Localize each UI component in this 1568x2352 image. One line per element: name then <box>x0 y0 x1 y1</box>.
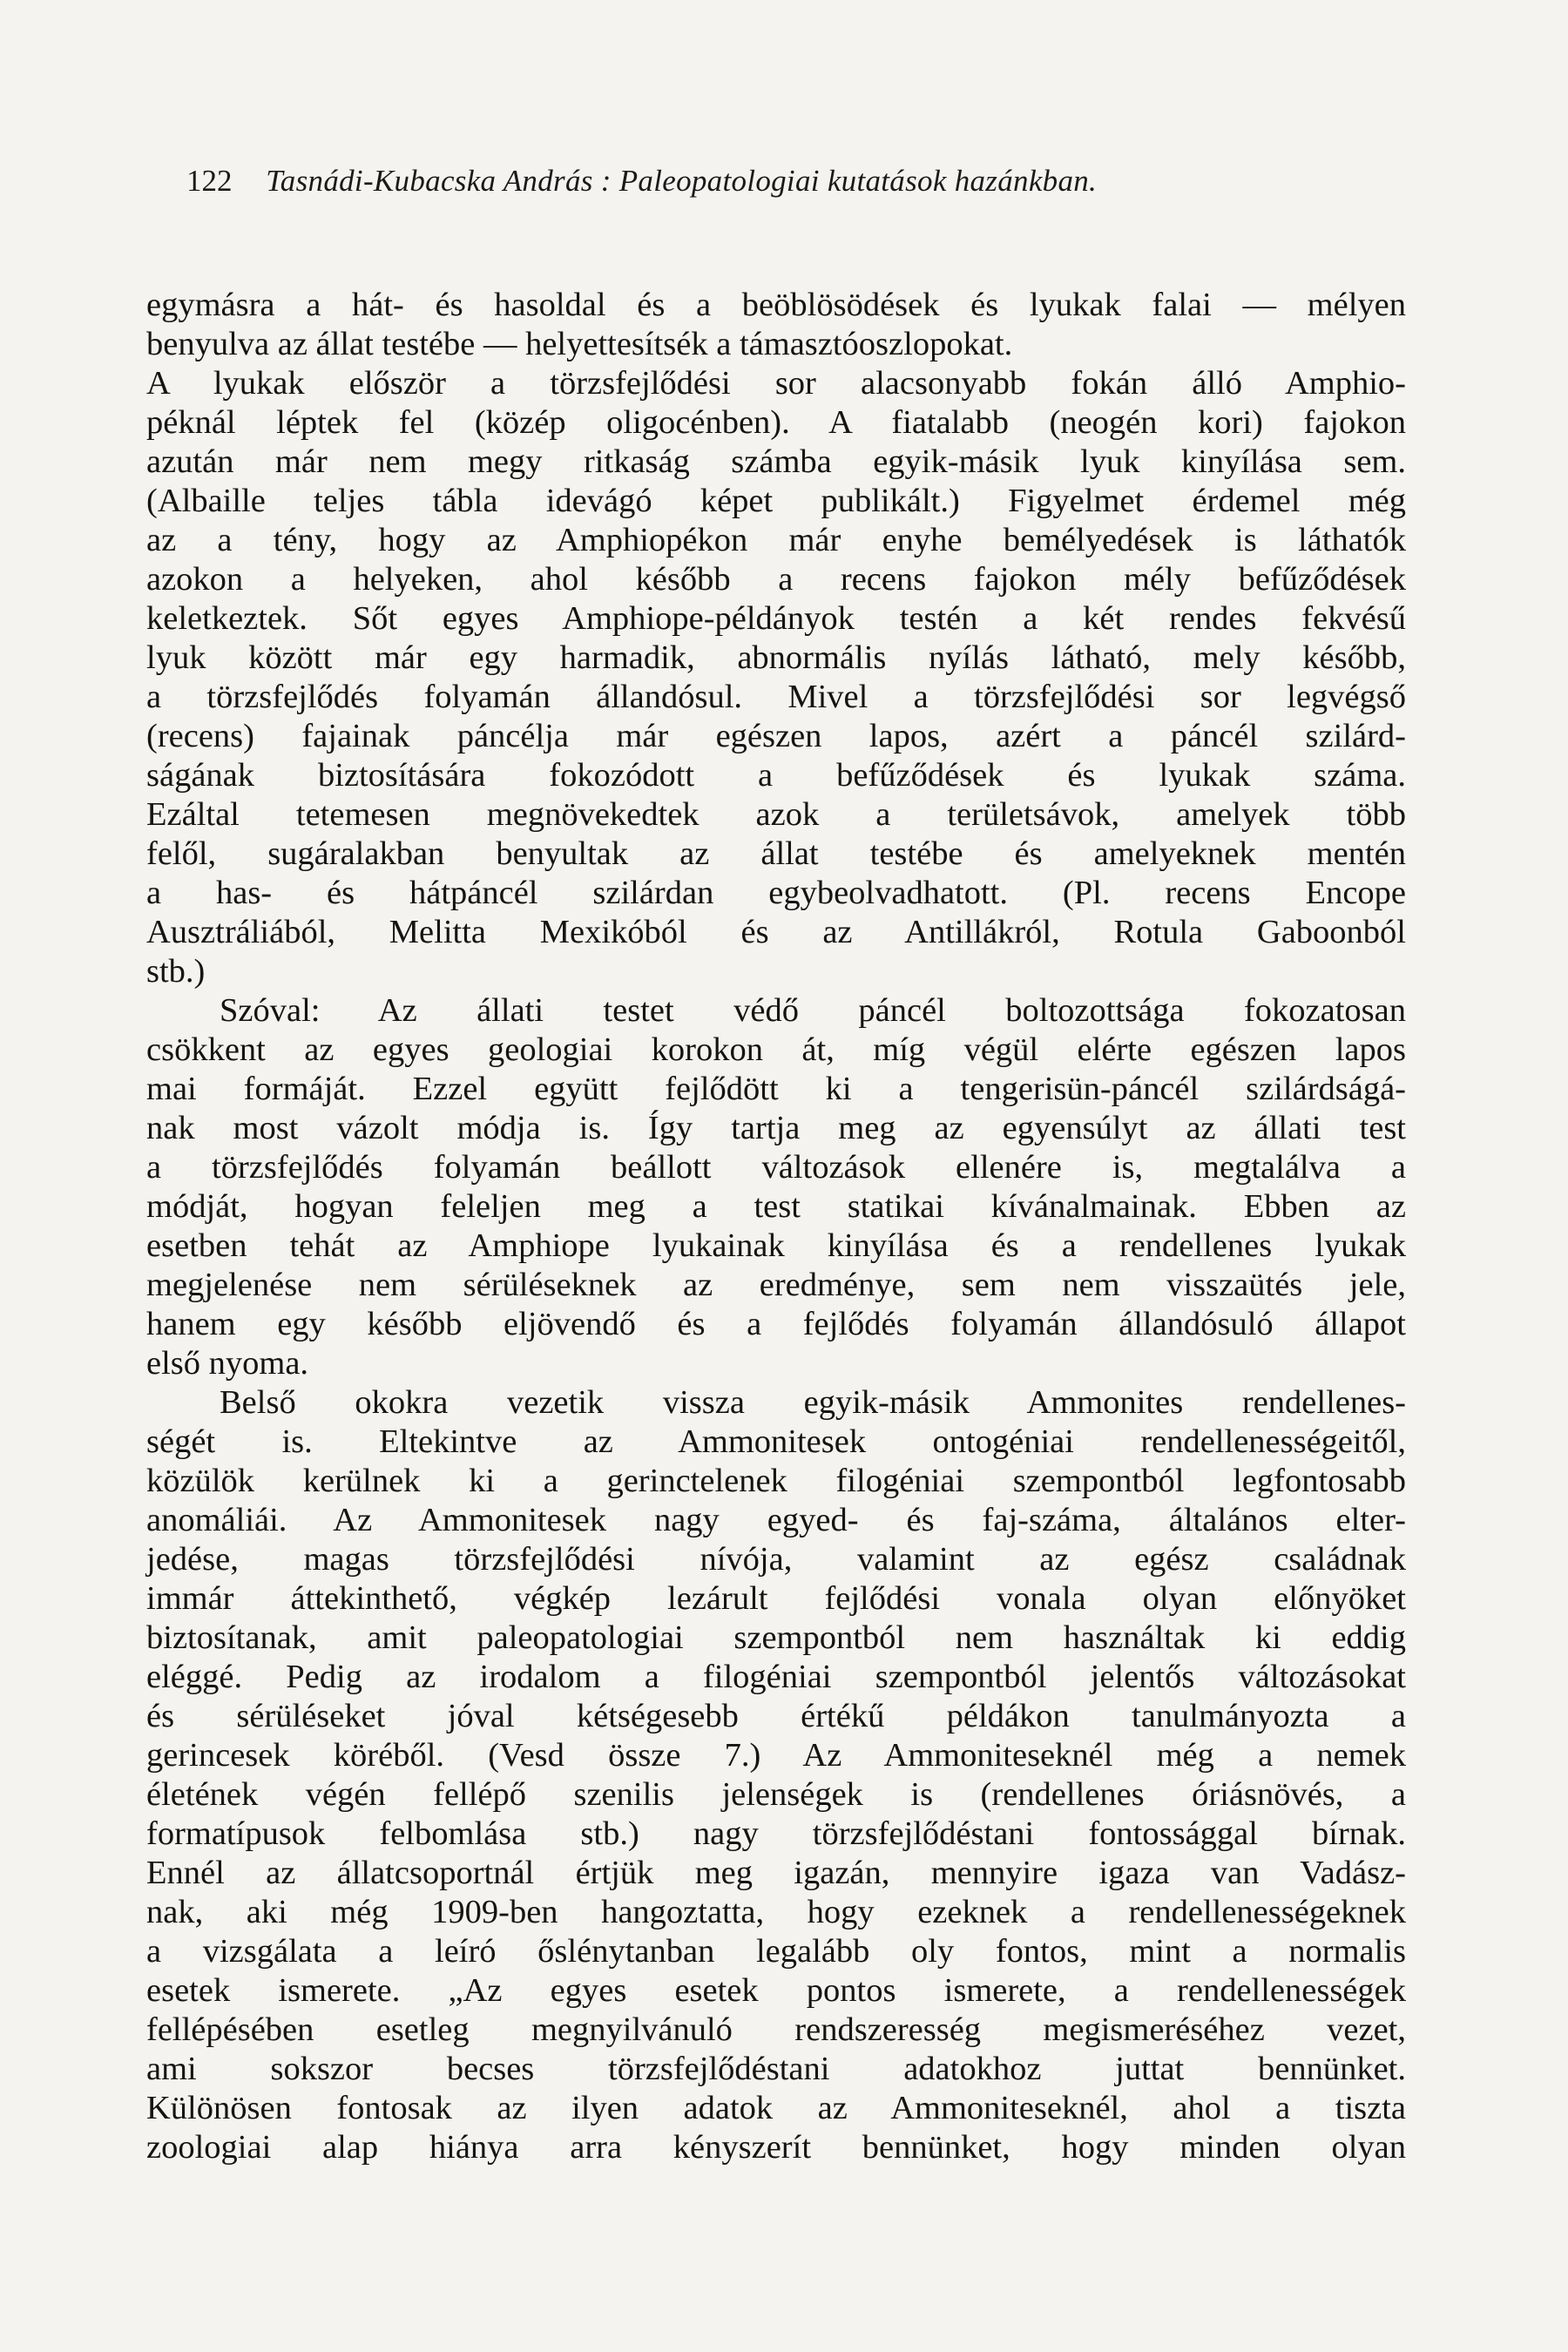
text-line: Ezáltal tetemesen megnövekedtek azok a területsávok, amelyek több <box>146 796 1406 833</box>
text-line: formatípusok felbomlása stb.) nagy törzsfejlődéstani fontossággal bírnak. <box>146 1815 1406 1852</box>
text-line: azokon a helyeken, ahol később a recens fajokon mély befűződések <box>146 561 1406 598</box>
text-line: A lyukak először a törzsfejlődési sor alacsonyabb fokán álló Amphio- <box>146 365 1406 402</box>
text-line: Ennél az állatcsoportnál értjük meg igazán, mennyire igaza van Vadász- <box>146 1855 1406 1891</box>
text-line: mai formáját. Ezzel együtt fejlődött ki a tengerisün-páncél szilárdságá- <box>146 1071 1406 1107</box>
text-line: életének végén fellépő szenilis jelenségek is (rendellenes óriásnövés, a <box>146 1776 1406 1813</box>
text-line: (recens) fajainak páncélja már egészen lapos, azért a páncél szilárd- <box>146 718 1406 754</box>
text-line: a has- és hátpáncél szilárdan egybeolvadhatott. (Pl. recens Encope <box>146 875 1406 911</box>
text-line: immár áttekinthető, végkép lezárult fejlődési vonala olyan előnyöket <box>146 1580 1406 1617</box>
text-line: azután már nem megy ritkaság számba egyik-másik lyuk kinyílása sem. <box>146 443 1406 480</box>
text-line: Belső okokra vezetik vissza egyik-másik Ammonites rendellenes- <box>220 1384 1406 1421</box>
text-line: közülök kerülnek ki a gerinctelenek filogéniai szempontból legfontosabb <box>146 1463 1406 1499</box>
running-title: Tasnádi-Kubacska András : Paleopatologiai kutatások hazánkban. <box>266 164 1098 198</box>
text-line: a vizsgálata a leíró őslénytanban legalább oly fontos, mint a normalis <box>146 1933 1406 1970</box>
text-line: péknál léptek fel (közép oligocénben). A fiatalabb (neogén kori) fajokon <box>146 404 1406 441</box>
text-line: (Albaille teljes tábla idevágó képet publikált.) Figyelmet érdemel még <box>146 483 1406 519</box>
text-line: nak most vázolt módja is. Így tartja meg az egyensúlyt az állati test <box>146 1110 1406 1146</box>
text-line: a törzsfejlődés folyamán állandósul. Mivel a törzsfejlődési sor legvégső <box>146 679 1406 715</box>
text-line: felől, sugáralakban benyultak az állat testébe és amelyeknek mentén <box>146 835 1406 872</box>
text-line: hanem egy később eljövendő és a fejlődés folyamán állandósuló állapot <box>146 1306 1406 1342</box>
text-line: Szóval: Az állati testet védő páncél boltozottsága fokozatosan <box>220 992 1406 1029</box>
text-line: lyuk között már egy harmadik, abnormális nyílás látható, mely később, <box>146 639 1406 676</box>
text-line: zoologiai alap hiánya arra kényszerít bennünket, hogy minden olyan <box>146 2129 1406 2166</box>
running-header <box>186 164 1389 199</box>
text-line: első nyoma. <box>146 1345 309 1382</box>
text-line: benyulva az állat testébe — helyettesítsék a támasztóoszlopokat. <box>146 326 1013 362</box>
page-number: 122 <box>186 164 233 198</box>
text-line: ságának biztosítására fokozódott a befűződések és lyukak száma. <box>146 757 1406 794</box>
text-line: biztosítanak, amit paleopatologiai szempontból nem használtak ki eddig <box>146 1619 1406 1656</box>
text-line: Ausztráliából, Melitta Mexikóból és az Antillákról, Rotula Gaboonból <box>146 914 1406 950</box>
text-line: Különösen fontosak az ilyen adatok az Ammoniteseknél, ahol a tiszta <box>146 2090 1406 2126</box>
text-line: módját, hogyan feleljen meg a test statikai kívánalmainak. Ebben az <box>146 1188 1406 1225</box>
text-line: ami sokszor becses törzsfejlődéstani adatokhoz juttat bennünket. <box>146 2051 1406 2087</box>
text-line: csökkent az egyes geologiai korokon át, míg végül elérte egészen lapos <box>146 1031 1406 1068</box>
text-line: nak, aki még 1909-ben hangoztatta, hogy ezeknek a rendellenességeknek <box>146 1894 1406 1930</box>
text-line: jedése, magas törzsfejlődési nívója, valamint az egész családnak <box>146 1541 1406 1578</box>
text-line: keletkeztek. Sőt egyes Amphiope-példányok testén a két rendes fekvésű <box>146 600 1406 637</box>
body-text <box>146 286 1406 2167</box>
text-line: a törzsfejlődés folyamán beállott változások ellenére is, megtalálva a <box>146 1149 1406 1186</box>
text-line: ségét is. Eltekintve az Ammonitesek ontogéniai rendellenességeitől, <box>146 1423 1406 1460</box>
text-line: és sérüléseket jóval kétségesebb értékű példákon tanulmányozta a <box>146 1698 1406 1734</box>
text-line: fellépésében esetleg megnyilvánuló rendszeresség megismeréséhez vezet, <box>146 2011 1406 2048</box>
text-line: anomáliái. Az Ammonitesek nagy egyed- és faj-száma, általános elter- <box>146 1502 1406 1538</box>
text-line: esetben tehát az Amphiope lyukainak kinyílása és a rendellenes lyukak <box>146 1227 1406 1264</box>
text-line: esetek ismerete. „Az egyes esetek pontos ismerete, a rendellenességek <box>146 1972 1406 2009</box>
text-line: az a tény, hogy az Amphiopékon már enyhe bemélyedések is láthatók <box>146 522 1406 558</box>
text-line: stb.) <box>146 953 206 990</box>
text-line: egymásra a hát- és hasoldal és a beöblösödések és lyukak falai — mélyen <box>146 287 1406 323</box>
text-line: eléggé. Pedig az irodalom a filogéniai szempontból jelentős változásokat <box>146 1659 1406 1695</box>
text-line: gerincesek köréből. (Vesd össze 7.) Az Ammoniteseknél még a nemek <box>146 1737 1406 1774</box>
text-line: megjelenése nem sérüléseknek az eredménye, sem nem visszaütés jele, <box>146 1267 1406 1303</box>
